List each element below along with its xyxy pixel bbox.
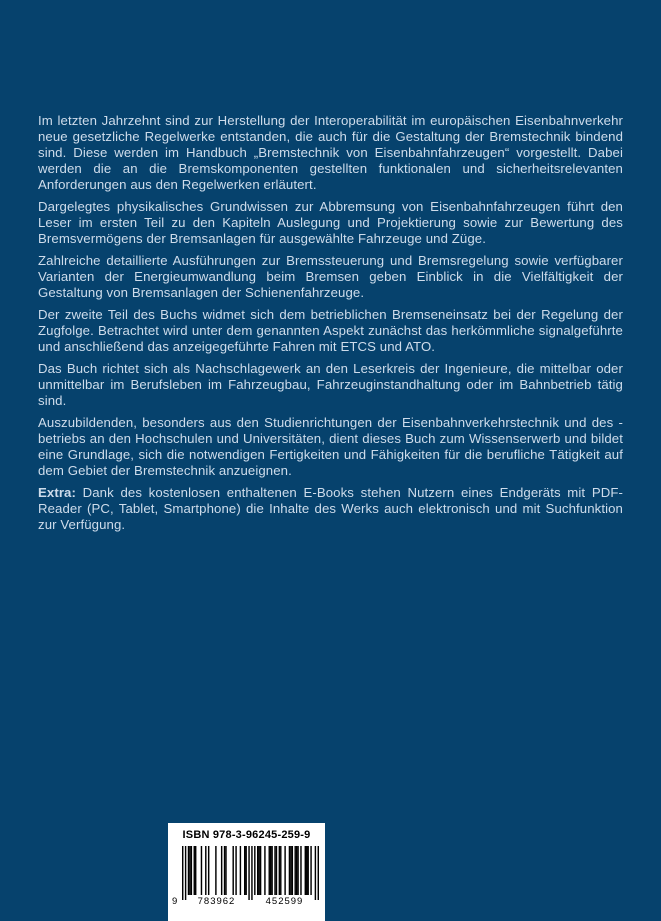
isbn-label: ISBN 978-3-96245-259-9 — [182, 829, 311, 841]
ean13-barcode — [182, 846, 319, 900]
barcode-digit-system: 9 — [172, 896, 178, 907]
blurb-paragraph: Extra: Dank des kostenlosen enthaltenen E-Books stehen Nutzern eines Endgeräts mit PDF-Reader (PC, Tablet, Smartphone) die Inhalte des Werks auch elektronisch und mit Suchfunktion zur Verfügung. — [38, 485, 623, 532]
blurb-paragraph: Das Buch richtet sich als Nachschlagewerk an den Leserkreis der Ingenieure, die mittelbar oder unmittelbar im Berufsleben im Fahrzeugbau, Fahrzeuginstandhaltung oder im Bahnbetrieb tätig sind. — [38, 361, 623, 408]
paragraph-lead: Extra: — [38, 485, 83, 500]
barcode-digits-right: 452599 — [265, 896, 304, 907]
barcode-digits-left: 783962 — [197, 896, 236, 907]
blurb-paragraph: Dargelegtes physikalisches Grundwissen zur Abbremsung von Eisenbahnfahrzeugen führt den Leser im ersten Teil zu den Kapiteln Auslegung und Projektierung sowie zur Bewertung des Bremsvermögens der Bremsanlagen für ausgewählte Fahrzeuge und Züge. — [38, 199, 623, 246]
blurb-paragraph: Der zweite Teil des Buchs widmet sich dem betrieblichen Bremseneinsatz bei der Regelung der Zugfolge. Betrachtet wird unter dem genannten Aspekt zunächst das herkömmliche signalgeführte und anschließend das anzeigegeführte Fahren mit ETCS und ATO. — [38, 307, 623, 354]
isbn-box — [168, 823, 325, 921]
barcode-digits — [168, 895, 325, 907]
blurb — [38, 113, 623, 539]
blurb-paragraph: Zahlreiche detaillierte Ausführungen zur Bremssteuerung und Bremsregelung sowie verfügbarer Varianten der Energieumwandlung beim Bremsen geben Einblick in die Vielfältigkeit der Gestaltung von Bremsanlagen der Schienenfahrzeuge. — [38, 253, 623, 300]
blurb-paragraph: Auszubildenden, besonders aus den Studienrichtungen der Eisenbahnverkehrstechnik und des -betriebs an den Hochschulen und Universitäten, dient dieses Buch zum Wissenserwerb und bildet eine Grundlage, sich die notwendigen Fertigkeiten und Fähigkeiten für die berufliche Tätigkeit auf dem Gebiet der Bremstechnik anzueignen. — [38, 415, 623, 478]
blurb-paragraph: Im letzten Jahrzehnt sind zur Herstellung der Interoperabilität im europäischen Eisenbahnverkehr neue gesetzliche Regelwerke entstanden, die auch für die Gestaltung der Bremstechnik bindend sind. Diese werden im Handbuch „Bremstechnik von Eisenbahnfahrzeugen“ vorgestellt. Dabei werden die an die Bremskomponenten gestellten funktionalen und sicherheitsrelevanten Anforderungen aus den Regelwerken erläutert. — [38, 113, 623, 192]
